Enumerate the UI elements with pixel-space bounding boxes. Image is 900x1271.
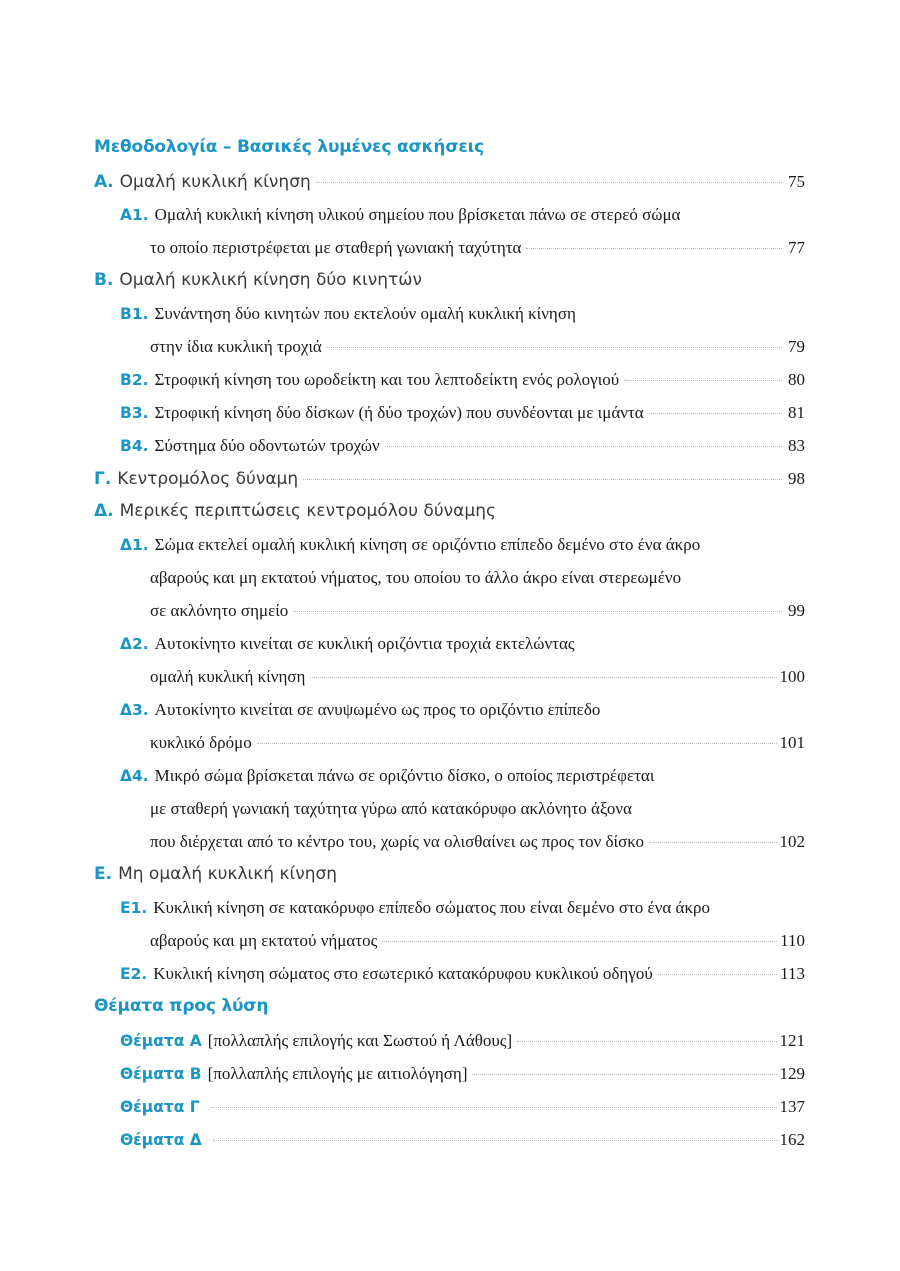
toc-item-d1[interactable] xyxy=(94,528,805,561)
theme-label: Θέματα Β xyxy=(120,1065,202,1083)
page-number: 80 xyxy=(788,370,805,389)
page-number: 102 xyxy=(779,832,805,851)
theme-text: [πολλαπλής επιλογής με αιτιολόγηση] xyxy=(207,1064,468,1083)
toc-item-d2-cont[interactable] xyxy=(94,660,805,693)
theme-label: Θέματα Α xyxy=(120,1032,202,1050)
item-text-line: Αυτοκίνητο κινείται σε ανυψωμένο ως προς το οριζόντιο επίπεδο xyxy=(154,700,601,719)
dot-leader xyxy=(624,380,782,381)
item-label: Ε2. xyxy=(120,965,148,983)
toc-theme-a[interactable] xyxy=(94,1024,805,1057)
chapter-label: Α. xyxy=(94,172,114,192)
item-text-line: κυκλικό δρόμο xyxy=(150,733,252,752)
item-text-line: Κυκλική κίνηση σε κατακόρυφο επίπεδο σώματος που είναι δεμένο στο ένα άκρο xyxy=(153,898,710,917)
toc-item-e1[interactable] xyxy=(94,891,805,924)
item-label: Β3. xyxy=(120,404,149,422)
item-label: Ε1. xyxy=(120,899,148,917)
item-label: Β2. xyxy=(120,371,149,389)
item-text-line: Μικρό σώμα βρίσκεται πάνω σε οριζόντιο δίσκο, ο οποίος περιστρέφεται xyxy=(154,766,655,785)
page-number: 162 xyxy=(779,1130,805,1149)
toc-chapter-d[interactable] xyxy=(94,495,805,528)
dot-leader xyxy=(293,611,782,612)
page-number: 129 xyxy=(779,1064,805,1083)
chapter-title: Μερικές περιπτώσεις κεντρομόλου δύναμης xyxy=(119,501,496,521)
theme-text: [πολλαπλής επιλογής και Σωστού ή Λάθους] xyxy=(207,1031,513,1050)
page-number: 100 xyxy=(779,667,805,686)
toc-item-d3[interactable] xyxy=(94,693,805,726)
item-text-line: αβαρούς και μη εκτατού νήματος, του οποίου το άλλο άκρο είναι στερεωμένο xyxy=(150,568,682,587)
page-number: 98 xyxy=(788,469,805,488)
chapter-label: Ε. xyxy=(94,864,113,884)
item-label: Δ4. xyxy=(120,767,149,785)
toc-item-e1-cont[interactable] xyxy=(94,924,805,957)
theme-label: Θέματα Γ xyxy=(120,1098,200,1116)
dot-leader xyxy=(649,842,777,843)
page-number: 137 xyxy=(779,1097,805,1116)
chapter-title: Μη ομαλή κυκλική κίνηση xyxy=(118,864,338,884)
page-number: 121 xyxy=(779,1031,805,1050)
dot-leader xyxy=(472,1074,776,1075)
dot-leader xyxy=(303,479,782,480)
chapter-label: Γ. xyxy=(94,469,112,489)
toc-theme-c[interactable] xyxy=(94,1090,805,1123)
toc-item-d4-cont2[interactable] xyxy=(94,825,805,858)
item-text-line: Κυκλική κίνηση σώματος στο εσωτερικό κατακόρυφου κυκλικού οδηγού xyxy=(153,964,653,983)
item-text-line: Ομαλή κυκλική κίνηση υλικού σημείου που βρίσκεται πάνω σε στερεό σώμα xyxy=(154,205,681,224)
page-number: 113 xyxy=(780,964,805,983)
item-text-line: Αυτοκίνητο κινείται σε κυκλική οριζόντια τροχιά εκτελώντας xyxy=(154,634,575,653)
toc-item-d4[interactable] xyxy=(94,759,805,792)
page-number: 77 xyxy=(788,238,805,257)
toc-item-d4-cont[interactable] xyxy=(94,792,805,825)
toc-theme-b[interactable] xyxy=(94,1057,805,1090)
item-text-line: Σώμα εκτελεί ομαλή κυκλική κίνηση σε οριζόντιο επίπεδο δεμένο στο ένα άκρο xyxy=(154,535,701,554)
toc-item-d2[interactable] xyxy=(94,627,805,660)
page-number: 110 xyxy=(780,931,805,950)
item-text-line: Στροφική κίνηση δύο δίσκων (ή δύο τροχών) που συνδέονται με ιμάντα xyxy=(154,403,644,422)
dot-leader xyxy=(526,248,782,249)
toc-chapter-b[interactable] xyxy=(94,264,805,297)
item-text-line: με σταθερή γωνιακή ταχύτητα γύρω από κατακόρυφο ακλόνητο άξονα xyxy=(150,799,632,818)
item-text-line: ομαλή κυκλική κίνηση xyxy=(150,667,306,686)
item-label: Β4. xyxy=(120,437,149,455)
item-text-line: που διέρχεται από το κέντρο του, χωρίς να ολισθαίνει ως προς τον δίσκο xyxy=(150,832,644,851)
item-text-line: Συνάντηση δύο κινητών που εκτελούν ομαλή κυκλική κίνηση xyxy=(154,304,576,323)
dot-leader xyxy=(385,446,782,447)
toc-item-b2[interactable] xyxy=(94,363,805,396)
toc-item-b3[interactable] xyxy=(94,396,805,429)
page-number: 79 xyxy=(788,337,805,356)
page-number: 83 xyxy=(788,436,805,455)
dot-leader xyxy=(382,941,777,942)
dot-leader xyxy=(257,743,777,744)
toc-item-b1-cont[interactable] xyxy=(94,330,805,363)
chapter-label: Δ. xyxy=(94,501,114,521)
toc-item-b1[interactable] xyxy=(94,297,805,330)
table-of-contents xyxy=(94,133,805,1156)
item-text-line: το οποίο περιστρέφεται με σταθερή γωνιακή ταχύτητα xyxy=(150,238,522,257)
page-number: 75 xyxy=(788,172,805,191)
toc-item-a1-cont[interactable] xyxy=(94,231,805,264)
dot-leader xyxy=(649,413,782,414)
chapter-title: Ομαλή κυκλική κίνηση δύο κινητών xyxy=(119,270,422,290)
toc-item-e2[interactable] xyxy=(94,957,805,990)
item-text-line: Σύστημα δύο οδοντωτών τροχών xyxy=(154,436,380,455)
dot-leader xyxy=(213,1140,777,1141)
item-text-line: σε ακλόνητο σημείο xyxy=(150,601,289,620)
chapter-title: Κεντρομόλος δύναμη xyxy=(117,469,299,489)
page-number: 81 xyxy=(788,403,805,422)
item-text-line: Στροφική κίνηση του ωροδείκτη και του λεπτοδείκτη ενός ρολογιού xyxy=(154,370,620,389)
item-label: Β1. xyxy=(120,305,149,323)
toc-chapter-a[interactable] xyxy=(94,165,805,198)
dot-leader xyxy=(211,1107,777,1108)
toc-item-d3-cont[interactable] xyxy=(94,726,805,759)
dot-leader xyxy=(310,677,776,678)
section-title-methodology: Μεθοδολογία – Βασικές λυμένες ασκήσεις xyxy=(94,137,484,157)
dot-leader xyxy=(316,182,782,183)
dot-leader xyxy=(658,974,777,975)
page-number: 99 xyxy=(788,601,805,620)
item-label: Δ1. xyxy=(120,536,149,554)
toc-chapter-e[interactable] xyxy=(94,858,805,891)
theme-label: Θέματα Δ xyxy=(120,1131,202,1149)
toc-item-b4[interactable] xyxy=(94,429,805,462)
toc-item-a1[interactable] xyxy=(94,198,805,231)
item-text-line: στην ίδια κυκλική τροχιά xyxy=(150,337,322,356)
chapter-label: Β. xyxy=(94,270,114,290)
toc-item-d1-cont2[interactable] xyxy=(94,594,805,627)
dot-leader xyxy=(517,1041,776,1042)
item-label: Α1. xyxy=(120,206,149,224)
item-label: Δ2. xyxy=(120,635,149,653)
chapter-title: Ομαλή κυκλική κίνηση xyxy=(119,172,311,192)
item-label: Δ3. xyxy=(120,701,149,719)
toc-chapter-c[interactable] xyxy=(94,462,805,495)
page-number: 101 xyxy=(779,733,805,752)
item-text-line: αβαρούς και μη εκτατού νήματος xyxy=(150,931,378,950)
toc-theme-d[interactable] xyxy=(94,1123,805,1156)
dot-leader xyxy=(327,347,782,348)
section-title-problems: Θέματα προς λύση xyxy=(94,996,269,1016)
toc-item-d1-cont[interactable] xyxy=(94,561,805,594)
